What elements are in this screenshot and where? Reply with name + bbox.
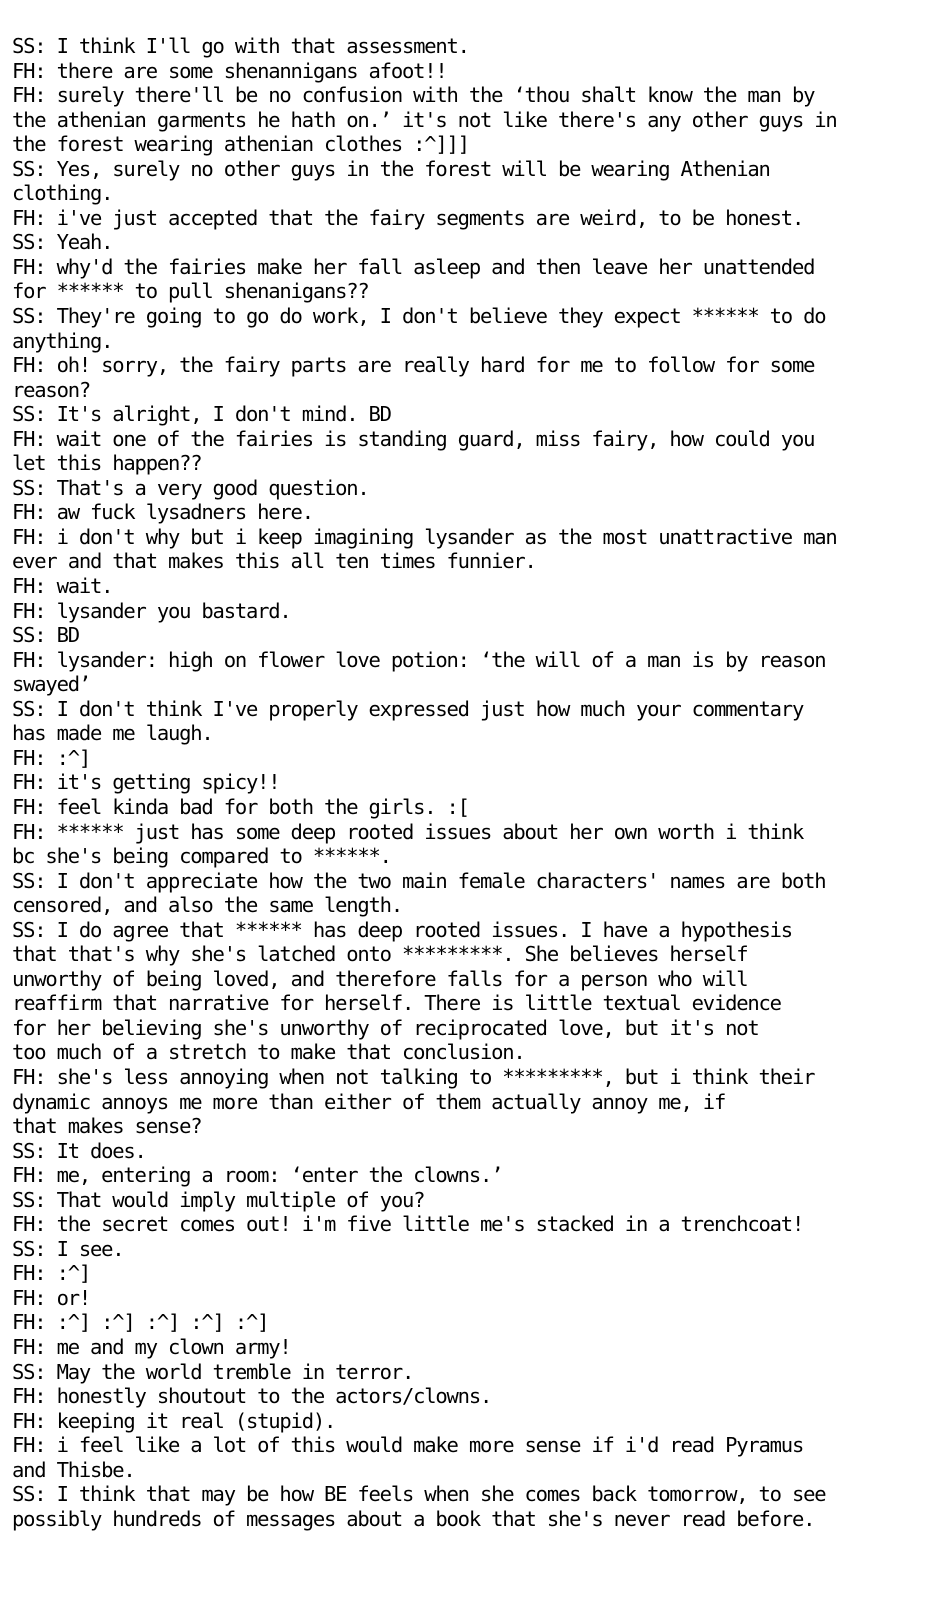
chat-line: the athenian garments he hath on.’ it's not like there's any other guys in: [12, 107, 837, 132]
chat-line: SS: I think that may be how BE feels when she comes back tomorrow, to see: [12, 1482, 826, 1507]
chat-line: dynamic annoys me more than either of them actually annoy me, if: [12, 1089, 726, 1114]
chat-line: FH: :^]: [12, 1261, 90, 1286]
chat-line: FH: lysander: high on flower love potion: ‘the will of a man is by reason: [12, 647, 826, 672]
chat-line: and Thisbe.: [12, 1457, 135, 1482]
chat-line: that that's why she's latched onto *********. She believes herself: [12, 942, 748, 967]
chat-line: censored, and also the same length.: [12, 893, 402, 918]
chat-line: SS: It's alright, I don't mind. BD: [12, 402, 391, 427]
chat-line: SS: I see.: [12, 1236, 124, 1261]
chat-line: for ****** to pull shenanigans??: [12, 279, 369, 304]
chat-line: FH: oh! sorry, the fairy parts are really hard for me to follow for some: [12, 353, 815, 378]
chat-line: the forest wearing athenian clothes :^]]]: [12, 132, 469, 157]
chat-line: SS: I do agree that ****** has deep rooted issues. I have a hypothesis: [12, 917, 792, 942]
chat-line: FH: or!: [12, 1285, 90, 1310]
chat-line: FH: wait one of the fairies is standing guard, miss fairy, how could you: [12, 426, 815, 451]
chat-line: SS: Yes, surely no other guys in the forest will be wearing Athenian: [12, 156, 770, 181]
chat-line: FH: lysander you bastard.: [12, 598, 291, 623]
chat-line: FH: i don't why but i keep imagining lysander as the most unattractive man: [12, 524, 837, 549]
chat-line: FH: :^]: [12, 745, 90, 770]
chat-line: SS: BD: [12, 623, 79, 648]
chat-line: that makes sense?: [12, 1114, 202, 1139]
chat-line: has made me laugh.: [12, 721, 213, 746]
chat-line: reason?: [12, 377, 90, 402]
chat-line: ever and that makes this all ten times funnier.: [12, 549, 536, 574]
chat-line: FH: aw fuck lysadners here.: [12, 500, 313, 525]
chat-line: FH: honestly shoutout to the actors/clowns.: [12, 1384, 492, 1409]
chat-line: FH: feel kinda bad for both the girls. :[: [12, 794, 469, 819]
chat-line: FH: surely there'll be no confusion with the ‘thou shalt know the man by: [12, 83, 815, 108]
chat-line: SS: Yeah.: [12, 230, 113, 255]
chat-line: FH: keeping it real (stupid).: [12, 1408, 336, 1433]
chat-line: FH: me, entering a room: ‘enter the clowns.’: [12, 1163, 503, 1188]
chat-line: SS: I don't appreciate how the two main female characters' names are both: [12, 868, 826, 893]
chat-line: clothing.: [12, 181, 113, 206]
chat-line: SS: They're going to go do work, I don't believe they expect ****** to do: [12, 304, 826, 329]
chat-line: for her believing she's unworthy of reciprocated love, but it's not: [12, 1015, 759, 1040]
chat-line: SS: I don't think I've properly expressed just how much your commentary: [12, 696, 804, 721]
chat-line: SS: That's a very good question.: [12, 475, 369, 500]
chat-line: FH: it's getting spicy!!: [12, 770, 280, 795]
chat-line: reaffirm that narrative for herself. There is little textual evidence: [12, 991, 781, 1016]
chat-line: FH: ****** just has some deep rooted issues about her own worth i think: [12, 819, 804, 844]
chat-line: possibly hundreds of messages about a book that she's never read before.: [12, 1506, 815, 1531]
chat-line: anything.: [12, 328, 113, 353]
chat-line: swayed’: [12, 672, 90, 697]
chat-line: FH: me and my clown army!: [12, 1334, 291, 1359]
chat-line: let this happen??: [12, 451, 202, 476]
chat-transcript: [12, 34, 932, 1531]
chat-line: FH: the secret comes out! i'm five little me's stacked in a trenchcoat!: [12, 1212, 804, 1237]
chat-line: unworthy of being loved, and therefore falls for a person who will: [12, 966, 748, 991]
chat-line: FH: why'd the fairies make her fall asleep and then leave her unattended: [12, 254, 815, 279]
chat-line: FH: wait.: [12, 574, 113, 599]
chat-line: FH: she's less annoying when not talking to *********, but i think their: [12, 1064, 815, 1089]
chat-line: FH: i've just accepted that the fairy segments are weird, to be honest.: [12, 205, 804, 230]
chat-line: SS: I think I'll go with that assessment.: [12, 34, 469, 58]
chat-line: bc she's being compared to ******.: [12, 844, 391, 869]
chat-line: FH: :^] :^] :^] :^] :^]: [12, 1310, 269, 1335]
chat-line: too much of a stretch to make that conclusion.: [12, 1040, 525, 1065]
chat-line: SS: May the world tremble in terror.: [12, 1359, 414, 1384]
chat-line: FH: i feel like a lot of this would make more sense if i'd read Pyramus: [12, 1433, 804, 1458]
chat-line: SS: That would imply multiple of you?: [12, 1187, 425, 1212]
chat-line: FH: there are some shenannigans afoot!!: [12, 58, 447, 83]
chat-line: SS: It does.: [12, 1138, 146, 1163]
